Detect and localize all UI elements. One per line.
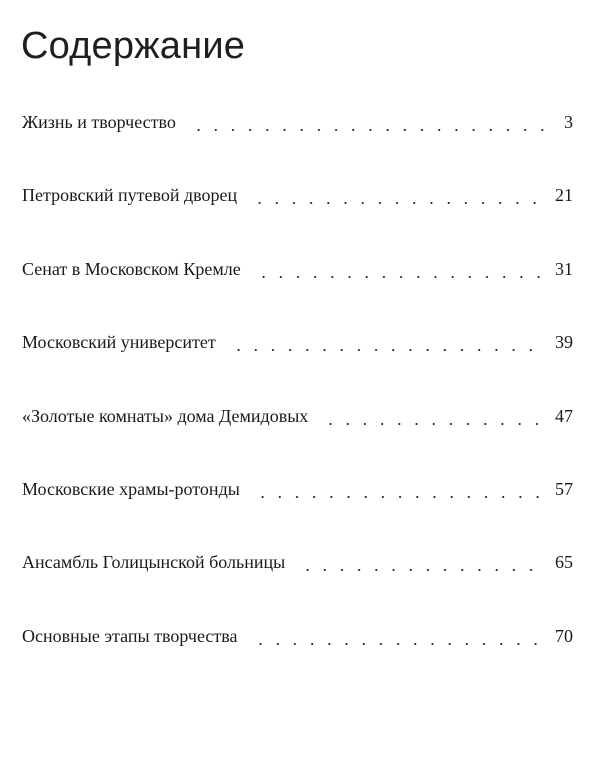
toc-entry-title: «Золотые комнаты» дома Демидовых — [22, 405, 309, 426]
dot-leader — [190, 129, 552, 131]
toc-entry — [22, 548, 573, 621]
dot-leader — [255, 276, 543, 278]
toc-entry-title: Московские храмы-ротонды — [22, 478, 240, 499]
toc-entry-title: Сенат в Московском Кремле — [22, 258, 241, 279]
toc-entry — [22, 181, 573, 254]
table-of-contents — [22, 108, 573, 695]
toc-entry-title: Ансамбль Голицынской больницы — [22, 552, 286, 573]
toc-entry-title: Жизнь и творчество — [22, 112, 176, 132]
dot-leader — [252, 643, 543, 645]
toc-entry — [22, 402, 573, 475]
toc-entry-page-number: 65 — [555, 552, 573, 573]
dot-leader — [299, 569, 543, 571]
page-title: Содержание — [21, 25, 246, 67]
toc-entry-title: Петровский путевой дворец — [22, 185, 238, 206]
dot-leader — [254, 496, 543, 498]
toc-entry-page-number: 47 — [555, 405, 573, 426]
toc-entry-page-number: 31 — [555, 258, 573, 279]
toc-entry-title: Московский университет — [22, 332, 216, 353]
toc-entry — [22, 328, 573, 401]
toc-entry-page-number: 57 — [555, 478, 573, 499]
dot-leader — [230, 349, 543, 351]
dot-leader — [322, 423, 543, 425]
toc-entry — [22, 622, 573, 695]
toc-entry-title: Основные этапы творчества — [22, 625, 238, 646]
toc-entry-page-number: 3 — [564, 112, 573, 132]
toc-entry-page-number: 39 — [555, 332, 573, 353]
toc-entry-page-number: 70 — [555, 625, 573, 646]
dot-leader — [251, 202, 543, 204]
toc-entry — [22, 475, 573, 548]
toc-entry — [22, 108, 573, 181]
toc-entry-page-number: 21 — [555, 185, 573, 206]
toc-entry — [22, 255, 573, 328]
